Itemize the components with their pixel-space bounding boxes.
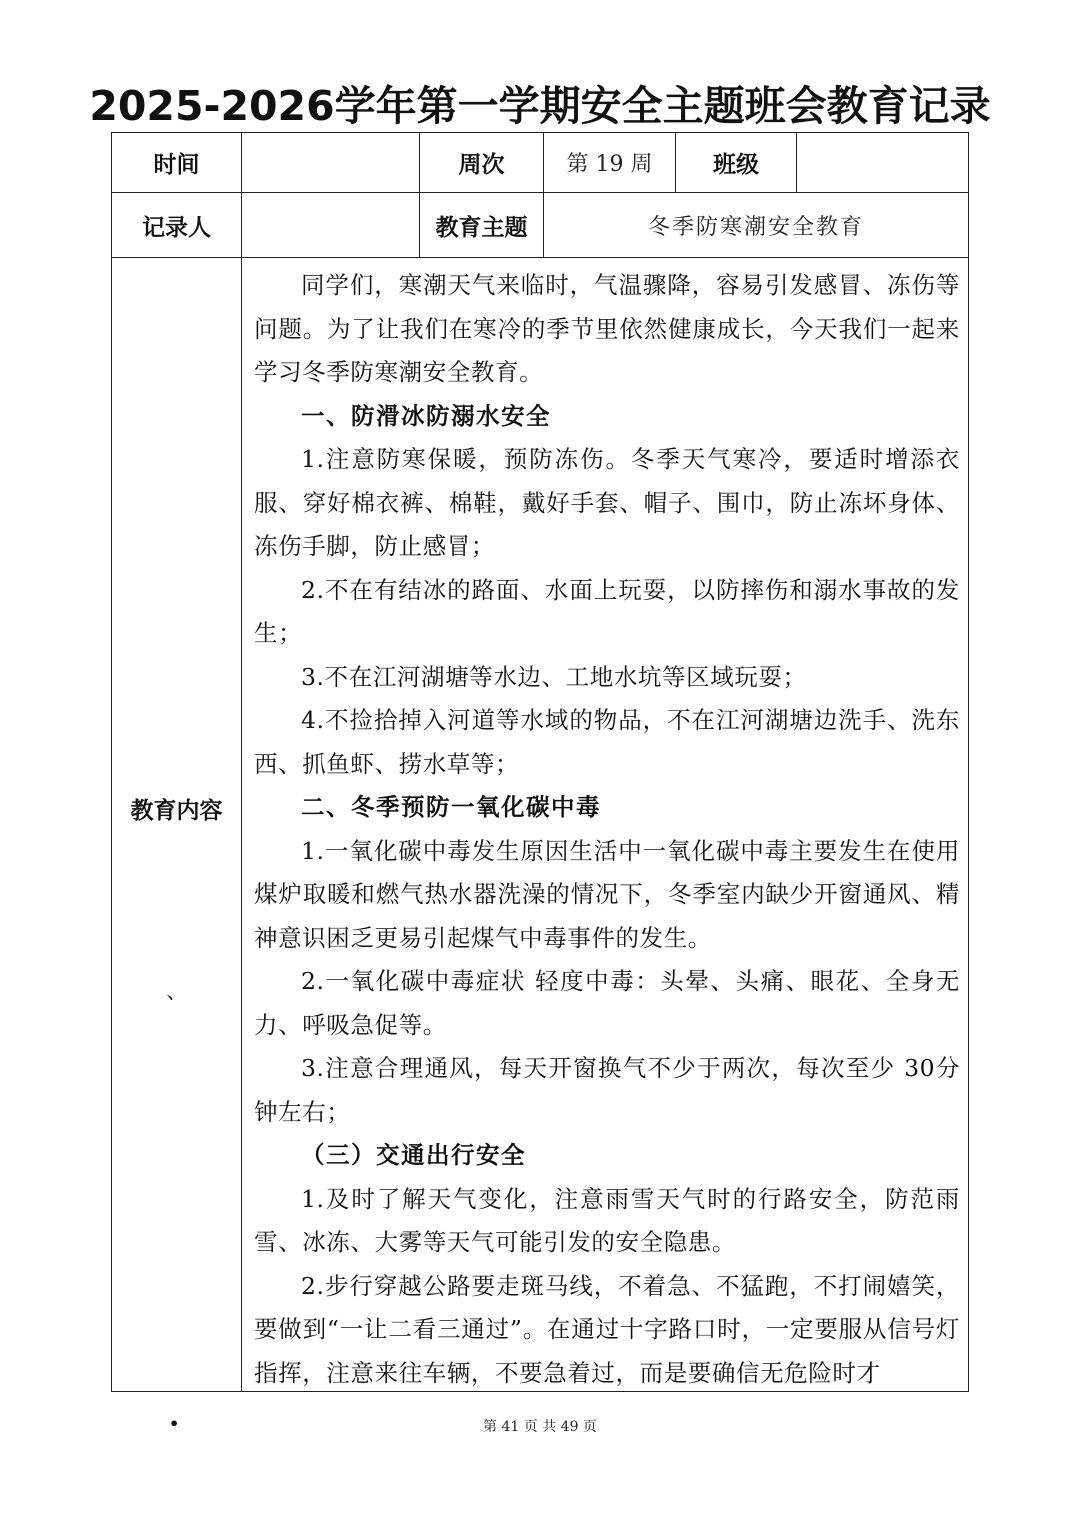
week-label: 周次 bbox=[420, 133, 544, 193]
section-heading: （三）交通出行安全 bbox=[301, 1141, 526, 1169]
table-row bbox=[112, 193, 969, 258]
table-row bbox=[112, 133, 969, 193]
list-item: 1.注意防寒保暖，预防冻伤。冬季天气寒冷，要适时增添衣服、穿好棉衣裤、棉鞋，戴好手套、帽子、围巾，防止冻坏身体、冻伤手脚，防止感冒； bbox=[254, 445, 960, 560]
topic-value: 冬季防寒潮安全教育 bbox=[544, 193, 969, 258]
list-item: 4.不捡拾掉入河道等水域的物品，不在江河湖塘边洗手、洗东西、抓鱼虾、捞水草等； bbox=[254, 706, 960, 778]
content-cell bbox=[242, 258, 969, 1392]
section-heading: 一、防滑冰防溺水安全 bbox=[301, 401, 551, 430]
time-value bbox=[242, 133, 420, 193]
list-item: 2.一氧化碳中毒症状 轻度中毒：头晕、头痛、眼花、全身无力、呼吸急促等。 bbox=[254, 967, 960, 1039]
education-content bbox=[242, 258, 968, 1391]
list-item: 3.注意合理通风，每天开窗换气不少于两次，每次至少 30分钟左右； bbox=[254, 1054, 960, 1126]
class-label: 班级 bbox=[676, 133, 797, 193]
page-number: 第 41 页 共 49 页 bbox=[483, 1419, 597, 1435]
intro-paragraph: 同学们，寒潮天气来临时，气温骤降，容易引发感冒、冻伤等问题。为了让我们在寒冷的季节里依然健康成长，今天我们一起来学习冬季防寒潮安全教育。 bbox=[254, 271, 960, 386]
topic-label: 教育主题 bbox=[420, 193, 544, 258]
recorder-value bbox=[242, 193, 420, 258]
time-label: 时间 bbox=[112, 133, 242, 193]
list-item: 2.步行穿越公路要走斑马线，不着急、不猛跑，不打闹嬉笑，要做到“一让二看三通过”。在通过十字路口时，一定要服从信号灯指挥，注意来往车辆，不要急着过，而是要确信无危险时才 bbox=[254, 1271, 960, 1387]
stray-mark: 、 bbox=[166, 979, 187, 1003]
page-title: 2025-2026学年第一学期安全主题班会教育记录 bbox=[89, 82, 991, 130]
week-value: 第 19 周 bbox=[544, 133, 676, 193]
recorder-label: 记录人 bbox=[112, 193, 242, 258]
footer-dot: • bbox=[169, 1414, 180, 1433]
list-item: 1.及时了解天气变化，注意雨雪天气时的行路安全，防范雨雪、冰冻、大雾等天气可能引发的安全隐患。 bbox=[254, 1184, 960, 1256]
list-item: 1.一氧化碳中毒发生原因生活中一氧化碳中毒主要发生在使用煤炉取暖和燃气热水器洗澡的情况下，冬季室内缺少开窗通风、精神意识困乏更易引起煤气中毒事件的发生。 bbox=[254, 836, 960, 952]
content-label: 教育内容 bbox=[130, 798, 223, 824]
record-table bbox=[111, 132, 969, 1392]
content-label-cell bbox=[112, 258, 242, 1392]
table-row bbox=[112, 258, 969, 1392]
section-heading: 二、冬季预防一氧化碳中毒 bbox=[301, 793, 601, 821]
list-item: 2.不在有结冰的路面、水面上玩耍，以防摔伤和溺水事故的发生； bbox=[254, 575, 960, 647]
class-value bbox=[797, 133, 969, 193]
list-item: 3.不在江河湖塘等水边、工地水坑等区域玩耍； bbox=[301, 662, 807, 691]
